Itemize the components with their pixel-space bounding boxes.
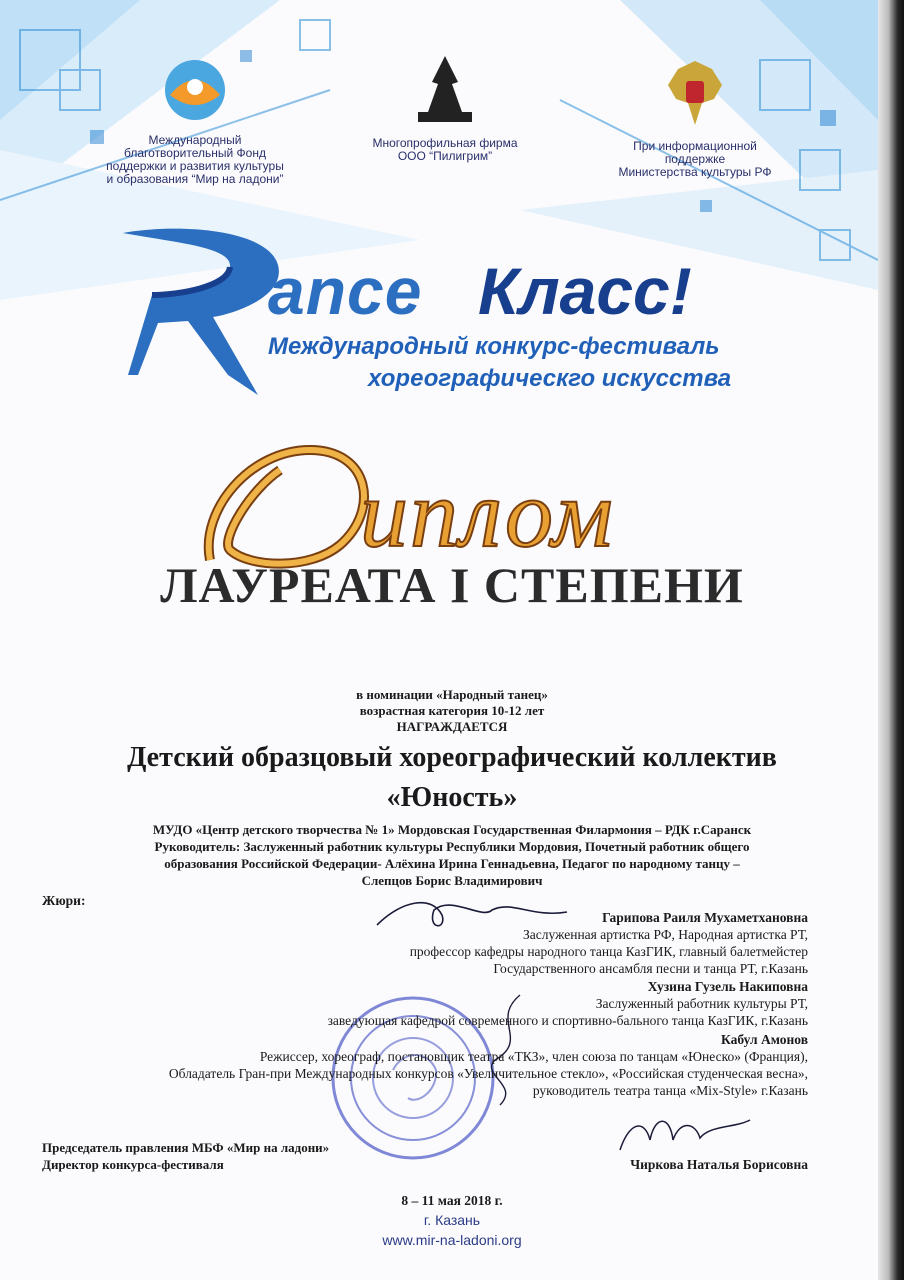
signatory-role: Председатель правления МБФ «Мир на ладони» (42, 1140, 330, 1155)
organization-line: образования Российской Федерации- Алёхина Ирина Геннадьевна, Педагог по народному танцу – (164, 856, 740, 871)
sponsor-line: Международный (148, 133, 242, 147)
nomination: в номинации «Народный танец» (356, 687, 548, 702)
signatory-role: Директор конкурса-фестиваля (42, 1157, 224, 1172)
jury-member-detail: Государственного ансамбля песни и танца РТ, г.Казань (493, 961, 808, 976)
festival-city: г. Казань (423, 1212, 481, 1228)
jury-member-detail: Заслуженный работник культуры РТ, (595, 996, 808, 1011)
sponsor-line: ООО “Пилигрим” (397, 149, 493, 163)
brand-subtitle: хореографическго искусства (368, 365, 732, 392)
age-category: возрастная категория 10-12 лет (359, 703, 545, 718)
brand-word-dance: ance (268, 254, 423, 328)
organization-line: МУДО «Центр детского творчества № 1» Мордовская Государственная Филармония – РДК г.Саранск (152, 822, 752, 837)
jury-member-name: Кабул Амонов (721, 1032, 808, 1047)
jury-member-name: Хузина Гузель Накиповна (647, 979, 808, 994)
jury-member-detail: Заслуженная артистка РФ, Народная артистка РТ, (523, 927, 808, 942)
collective-name: «Юность» (386, 782, 518, 813)
sponsor-fund (80, 55, 310, 186)
jury-label: Жюри: (42, 893, 86, 908)
organization-line: Слепцов Борис Владимирович (361, 873, 543, 888)
festival-dates: 8 – 11 мая 2018 г. (401, 1193, 503, 1208)
website-link[interactable]: www.mir-na-ladoni.org (382, 1232, 522, 1248)
jury-member-detail: профессор кафедры народного танца КазГИК, главный балетмейстер (409, 944, 808, 959)
sponsor-line: благотворительный Фонд (124, 146, 266, 160)
sponsor-line: При информационной (633, 139, 757, 153)
festival-brand (118, 225, 778, 405)
jury-member-name: Гарипова Раиля Мухаметхановна (602, 910, 808, 925)
laureate-degree: ЛАУРЕАТА I СТЕПЕНИ (160, 557, 744, 613)
jury-member-detail: Режиссер, хореограф, постановщик театра «ТКЗ», член союза по танцам «Юнеско» (Франция), (259, 1049, 808, 1064)
piligrim-logo-icon (410, 52, 480, 128)
sponsor-line: Многопрофильная фирма (372, 136, 518, 150)
sponsor-ministry (595, 55, 795, 179)
jury-member-detail: Обладатель Гран-при Международных конкурсов «Увеличительное стекло», «Российская студенческая весна», (168, 1066, 808, 1081)
scan-edge (878, 0, 904, 1280)
brand-subtitle: Международный конкурс-фестиваль (268, 333, 720, 360)
brand-word-klass: Класс! (478, 254, 692, 328)
director-signature (615, 1110, 755, 1160)
sponsor-line: и образования “Мир на ладони” (106, 172, 284, 186)
organization-line: Руководитель: Заслуженный работник культуры Республики Мордовия, Почетный работник общего (154, 839, 750, 854)
jury-member-detail: руководитель театра танца «Mix-Style» г.Казань (532, 1083, 808, 1098)
awarded-label: НАГРАЖДАЕТСЯ (396, 719, 508, 734)
sponsor-piligrim (350, 52, 540, 163)
coat-of-arms-icon (662, 55, 728, 131)
collective-title: Детский образцовый хореографический коллектив (127, 742, 777, 773)
signatory-name: Чиркова Наталья Борисовна (630, 1157, 808, 1172)
sponsor-line: Министерства культуры РФ (618, 165, 772, 179)
sponsor-line: поддержки и развития культуры (106, 159, 284, 173)
fund-logo-icon (160, 55, 230, 125)
diploma-word: иплом (360, 460, 615, 567)
sponsor-line: поддержке (664, 152, 726, 166)
jury-member-detail: заведующая кафедрой современного и спортивно-бального танца КазГИК, г.Казань (327, 1013, 808, 1028)
